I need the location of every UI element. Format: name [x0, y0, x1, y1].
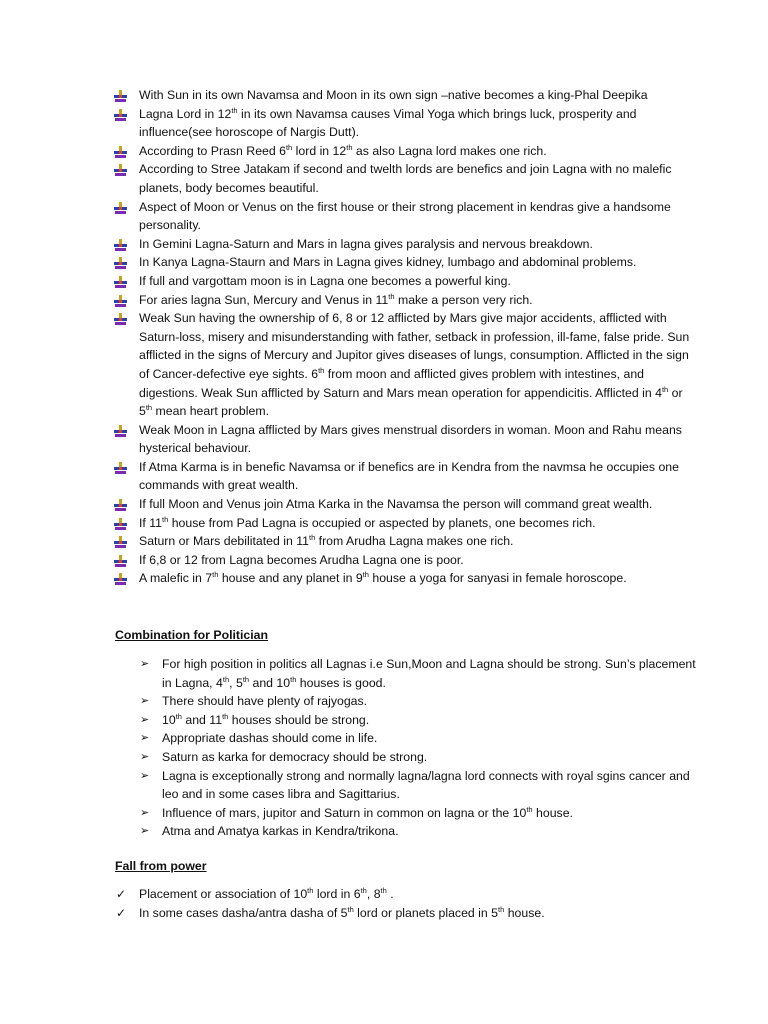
list-item [114, 495, 694, 514]
bullet-icon [114, 462, 127, 474]
text-run: In Gemini Lagna-Saturn and Mars in lagna gives paralysis and nervous breakdown. [139, 236, 593, 251]
text-run: A malefic in 7 [139, 571, 213, 586]
list-item [114, 142, 694, 161]
list-item [114, 569, 694, 588]
text-run: According to Prasn Reed 6 [139, 143, 286, 158]
superscript: th [145, 403, 153, 413]
text-run: Saturn or Mars debilitated in 11 [139, 534, 309, 549]
text-run: Placement or association of 10 [139, 887, 308, 901]
arrow-bullet-icon: ➢ [140, 732, 150, 745]
list-item [140, 748, 700, 767]
arrow-bullet-icon: ➢ [140, 825, 150, 838]
superscript: th [380, 886, 387, 895]
text-run: If full Moon and Venus join Atma Karka in the Navamsa the person will command great wealth. [139, 497, 653, 512]
superscript: th [526, 804, 533, 814]
text-run: With Sun in its own Navamsa and Moon in its own sign –native becomes a king-Phal Deepika [139, 88, 648, 102]
list-item [114, 309, 694, 421]
text-run: and 11 [181, 712, 223, 727]
text-run: Lagna Lord in 12 [139, 106, 232, 121]
bullet-icon [114, 573, 127, 585]
bullet-icon [114, 425, 127, 437]
text-run: Influence of mars, jupitor and Saturn in common on lagna or the 10 [162, 805, 527, 820]
text-run: 10 [162, 712, 176, 727]
list-item [114, 198, 694, 235]
text-run: as also Lagna lord makes one rich. [352, 143, 547, 158]
list-item [116, 904, 676, 923]
text-run: According to Stree Jatakam if second and twelth lords are benefics and join Lagna with no malefic planets, body becomes beautiful. [139, 162, 672, 195]
list-item [140, 655, 700, 692]
list-item [114, 105, 694, 142]
text-run: lord or planets placed in 5 [353, 905, 499, 920]
text-run: houses should be strong. [228, 712, 370, 727]
bullet-icon [114, 202, 127, 214]
text-run: Aspect of Moon or Venus on the first house or their strong placement in kendras give a handsome personality. [139, 199, 671, 233]
text-run: and 10 [249, 675, 291, 690]
superscript: th [362, 570, 369, 580]
text-run: house from Pad Lagna is occupied or aspected by planets, one becomes rich. [168, 515, 596, 530]
list-item [140, 729, 700, 748]
text-run: or 5 [139, 385, 683, 419]
superscript: th [212, 570, 219, 580]
list-item [116, 885, 676, 904]
superscript: th [498, 904, 505, 914]
superscript: th [162, 514, 169, 524]
superscript: th [175, 711, 182, 721]
list-item [114, 253, 694, 272]
text-run: houses is good. [296, 675, 386, 690]
list-item [140, 822, 700, 841]
bullet-icon [114, 257, 127, 269]
yoga-list [114, 86, 694, 588]
superscript: th [308, 533, 316, 543]
list-item [140, 711, 700, 730]
superscript: th [290, 674, 297, 684]
list-item [140, 692, 700, 711]
arrow-bullet-icon: ➢ [140, 806, 150, 819]
text-run: , 5 [229, 675, 243, 690]
text-run: Weak Moon in Lagna afflicted by Mars gives menstrual disorders in woman. Moon and Rahu means hysterical behaviour. [139, 422, 682, 456]
arrow-bullet-icon: ➢ [140, 658, 150, 670]
text-run: There should have plenty of rajyogas. [162, 694, 368, 709]
list-item [114, 514, 694, 533]
text-run: in its own Navamsa causes Vimal Yoga which brings luck, prosperity and influence(see horoscope of Nargis Dutt). [139, 106, 637, 140]
superscript: th [285, 142, 293, 152]
text-run: If Atma Karma is in benefic Navamsa or if benefics are in Kendra from the navmsa he occupies one commands with great wealth. [139, 459, 679, 493]
text-run: Weak Sun having the ownership of 6, 8 or 12 afflicted by Mars give major accidents, afflicted with Saturn-loss, misery and misunderstanding with father, setback in profession, ill-fame, false pride. Sun afflicted in the signs of Mercury and Jupitor gives diseases of lungs, consumption. Afflicted in the sign of Cancer-defective eye sights. 6 [139, 311, 690, 381]
superscript: th [346, 142, 353, 152]
bullet-icon [114, 499, 127, 511]
list-item [114, 291, 694, 310]
list-item [114, 458, 694, 495]
bullet-icon [114, 295, 127, 307]
text-run: lord in 6 [313, 887, 361, 901]
text-run: For aries lagna Sun, Mercury and Venus in 11 [139, 292, 389, 307]
text-run: For high position in politics all Lagnas i.e Sun,Moon and Lagna should be strong. Sun’s placement in Lagna, 4 [162, 657, 696, 690]
fall-list [116, 885, 676, 922]
superscript: th [222, 711, 229, 721]
text-run: house. [504, 905, 545, 920]
bullet-icon [114, 276, 127, 288]
text-run: house. [532, 805, 573, 820]
fall-heading: Fall from power [115, 859, 207, 873]
superscript: th [360, 886, 367, 895]
superscript: th [347, 904, 354, 914]
bullet-icon [114, 313, 127, 325]
arrow-bullet-icon: ➢ [140, 713, 150, 726]
text-run: If 6,8 or 12 from Lagna becomes Arudha Lagna one is poor. [139, 552, 464, 567]
text-run: Lagna is exceptionally strong and normally lagna/lagna lord connects with royal sgins cancer and leo and in some cases libra and Sagittarius. [162, 768, 690, 802]
list-item [114, 160, 694, 197]
superscript: th [242, 674, 250, 684]
text-run: . [386, 887, 394, 901]
bullet-icon [114, 90, 127, 102]
list-item [114, 235, 694, 254]
arrow-bullet-icon: ➢ [140, 695, 150, 708]
superscript: th [307, 886, 314, 895]
list-item [114, 532, 694, 551]
superscript: th [231, 105, 238, 115]
check-bullet-icon: ✓ [116, 905, 127, 920]
list-item [114, 86, 694, 105]
bullet-icon [114, 239, 127, 251]
text-run: from Arudha Lagna makes one rich. [315, 534, 514, 549]
text-run: mean heart problem. [152, 404, 269, 419]
bullet-icon [114, 109, 127, 121]
text-run: Appropriate dashas should come in life. [162, 731, 378, 746]
superscript: th [661, 384, 669, 394]
arrow-bullet-icon: ➢ [140, 750, 150, 763]
superscript: th [388, 291, 395, 301]
bullet-icon [114, 164, 127, 176]
text-run: Atma and Amatya karkas in Kendra/trikona. [162, 824, 399, 839]
bullet-icon [114, 146, 127, 158]
text-run: make a person very rich. [394, 292, 533, 307]
text-run: Saturn as karka for democracy should be strong. [162, 749, 428, 764]
politician-list [140, 655, 700, 841]
text-run: , 8 [366, 887, 381, 901]
arrow-bullet-icon: ➢ [140, 769, 150, 782]
text-run: house a yoga for sanyasi in female horoscope. [368, 571, 627, 586]
politician-heading: Combination for Politician [115, 628, 269, 642]
bullet-icon [114, 518, 127, 530]
superscript: th [222, 674, 230, 684]
text-run: If 11 [139, 515, 163, 530]
check-bullet-icon: ✓ [116, 887, 127, 901]
list-item [114, 551, 694, 570]
text-run: In Kanya Lagna-Staurn and Mars in Lagna gives kidney, lumbago and abdominal problems. [139, 255, 637, 270]
list-item [140, 767, 700, 804]
list-item [140, 804, 700, 823]
text-run: house and any planet in 9 [218, 571, 363, 586]
bullet-icon [114, 536, 127, 548]
text-run: If full and vargottam moon is in Lagna one becomes a powerful king. [139, 273, 511, 288]
bullet-icon [114, 555, 127, 567]
text-run: from moon and afflicted gives problem with intestines, and digestions. Weak Sun afflicted by Saturn and Mars mean operation for appendicitis. Afflicted in 4 [139, 366, 662, 400]
text-run: In some cases dasha/antra dasha of 5 [139, 905, 348, 920]
list-item [114, 272, 694, 291]
list-item [114, 421, 694, 458]
superscript: th [318, 365, 325, 375]
text-run: lord in 12 [292, 143, 347, 158]
